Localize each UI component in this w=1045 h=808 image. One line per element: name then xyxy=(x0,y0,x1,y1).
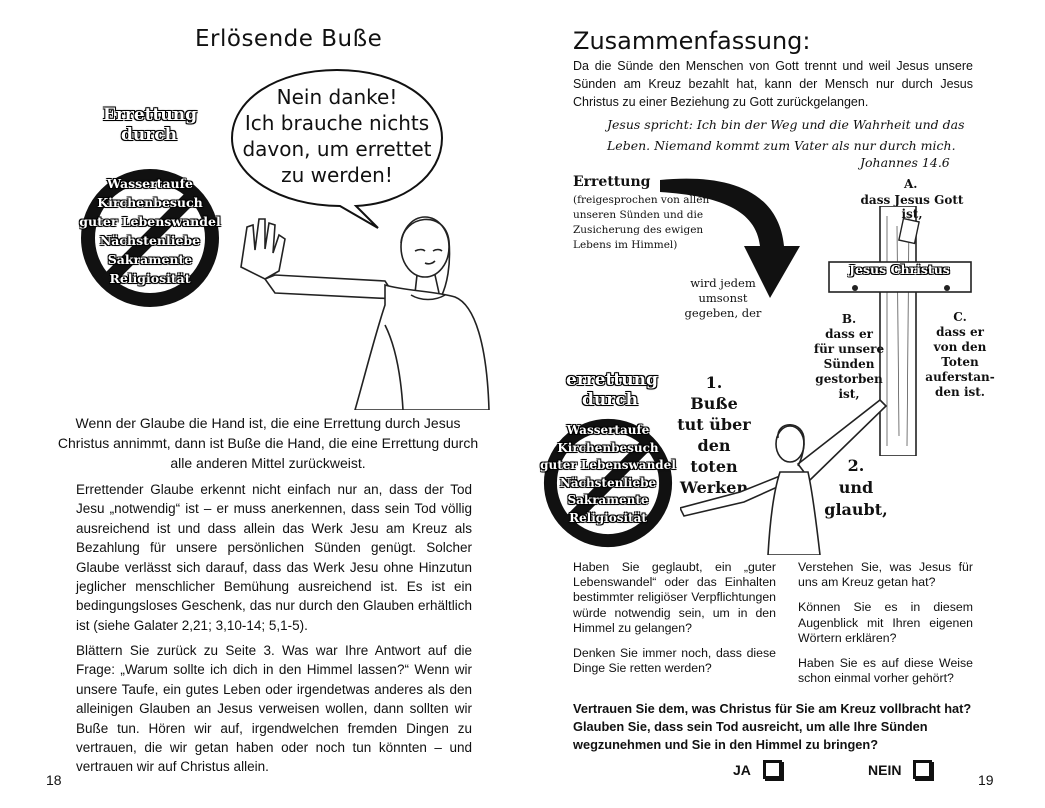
left-page-title: Erlösende Buße xyxy=(195,26,383,52)
step-two-line: und xyxy=(838,478,874,497)
point-b-line: gestorben xyxy=(815,372,883,386)
speech-line: davon, um errettet xyxy=(242,137,432,161)
questions-right-column xyxy=(798,560,973,696)
point-c-line: auferstan- xyxy=(925,370,995,384)
speech-text xyxy=(228,84,446,188)
final-question: Vertrauen Sie dem, was Christus für Sie am Kreuz vollbracht hat? Glauben Sie, dass sein Tod ausreicht, um alle Ihre Sünden wegzunehmen und Sie in den Himmel zu bringen? xyxy=(573,701,972,752)
step-two xyxy=(818,455,894,521)
rescue-item: Wassertaufe xyxy=(107,176,193,191)
no-checkbox[interactable] xyxy=(913,760,932,779)
question-text: Haben Sie geglaubt, ein „guter Lebenswandel“ oder das Einhalten bestimmter religiöser Verpflichtungen würde notwendig sein, um in den Himmel zu gelangen? xyxy=(573,560,776,635)
speech-line: Nein danke! xyxy=(276,85,398,109)
bible-quote: Jesus spricht: Ich bin der Weg und die Wahrheit und das Leben. Niemand kommt zum Vater als nur durch mich. xyxy=(607,117,965,153)
point-b-line: Sünden xyxy=(823,357,875,371)
rescue-item: Religiosität xyxy=(569,510,647,525)
question-text: Denken Sie immer noch, dass diese Dinge Sie retten werden? xyxy=(573,646,776,676)
rescue-item: guter Lebenswandel xyxy=(540,458,676,473)
step-one-line: 1. xyxy=(705,373,723,392)
rescue-item: Wassertaufe xyxy=(566,423,650,437)
right-page-title: Zusammenfassung: xyxy=(573,27,811,55)
quote-reference: Johannes 14.6 xyxy=(860,155,950,170)
prohibition-sign-right xyxy=(540,418,676,548)
rescue-heading-line: Errettung xyxy=(103,105,197,125)
body-paragraph-2: Blättern Sie zurück zu Seite 3. Was war Ihre Antwort auf die Frage: „Warum sollte ich dich in den Himmel lassen?“ Wenn wir unsere Taufe, ein gutes Leben oder irgendetwas anderes als den alleinigen Glauben an Jesus verweisen wollen, dann sollten wir Buße tun. Hören wir auf, irgendwelchen fremden Dingen zu vertrauen, die wir getan haben oder noch tun könnten – und vertrauen wir auf Christus allein. xyxy=(76,643,472,775)
point-a-text: dass Jesus Gott ist, xyxy=(860,193,964,221)
rescue-heading-line: durch xyxy=(582,390,638,410)
rescue-item: Sakramente xyxy=(567,493,649,508)
prohibition-sign-left xyxy=(80,168,220,308)
rescue-item: Sakramente xyxy=(107,252,193,267)
woman-refusing-drawing xyxy=(235,205,495,410)
no-option[interactable] xyxy=(868,760,932,779)
step-one-line: tut über xyxy=(677,415,751,434)
point-c-line: den ist. xyxy=(935,385,985,399)
point-b-line: ist, xyxy=(838,387,860,401)
questions-left-column xyxy=(573,560,776,686)
intro-paragraph: Da die Sünde den Menschen von Gott trennt und weil Jesus unsere Sünden am Kreuz bezahlt hat, kann der Mensch nur durch Jesus Christus zu einer Beziehung zu Gott zurückgelangen. xyxy=(573,59,973,109)
point-c-line: C. xyxy=(953,310,967,324)
step-two-line: 2. xyxy=(847,456,865,475)
point-b-line: B. xyxy=(841,312,857,326)
rescue-heading-line: errettung xyxy=(566,370,658,390)
rescue-heading-left xyxy=(103,105,195,145)
rescue-item: Religiosität xyxy=(109,271,191,286)
no-label: NEIN xyxy=(868,761,902,778)
errettung-title: Errettung xyxy=(573,174,651,190)
rescue-heading-line: durch xyxy=(121,125,177,145)
point-a-letter: A. xyxy=(904,177,918,191)
errettung-description: (freigesprochen von allen unseren Sünden und die Zusicherung des ewigen Lebens im Himmel) xyxy=(573,194,710,251)
point-c xyxy=(920,310,1000,400)
rescue-item: Nächstenliebe xyxy=(99,233,201,248)
step-two-line: glaubt, xyxy=(824,500,888,519)
page-number-left: 18 xyxy=(46,772,62,788)
rescue-list-right xyxy=(529,422,687,528)
rescue-item: Kirchenbesuch xyxy=(97,195,203,210)
point-c-line: Toten xyxy=(941,355,979,369)
given-text: wird jedem umsonst gegeben, der xyxy=(684,276,762,320)
step-one-line: Werken xyxy=(679,478,749,497)
question-text: Verstehen Sie, was Jesus für uns am Kreuz getan hat? xyxy=(798,560,973,590)
yes-option[interactable] xyxy=(733,760,782,779)
rescue-item: Nächstenliebe xyxy=(559,475,657,490)
body-paragraph-1: Errettender Glaube erkennt nicht einfach nur an, dass der Tod Jesu „notwendig“ ist – er muss anerkennen, dass sein Tod völlig ausreichend ist und dass allein das Werk Jesu am Kreuz als Bezahlung für unsere persönlichen Sünden genügt. Solcher Glaube verlässt sich darauf, dass das Werk Jesu ohne Hinzutun jeglicher menschlicher Bemühung ausreichend ist. Es ist ein bedingungsloses Geschenk, das nur durch den Glauben erhältlich ist (siehe Galater 2,21; 3,10-14; 5,1-5). xyxy=(76,482,472,633)
rescue-list-left xyxy=(70,174,230,288)
page-number-right: 19 xyxy=(978,772,994,788)
yes-label: JA xyxy=(733,761,751,778)
rescue-item: Kirchenbesuch xyxy=(557,440,659,455)
cross-label: Jesus Christus xyxy=(849,262,950,277)
rescue-heading-right xyxy=(566,370,658,410)
point-b-line: für unsere xyxy=(813,342,885,356)
step-one-line: den toten xyxy=(690,436,738,476)
woman-refusing-illustration xyxy=(235,205,495,410)
question-text: Haben Sie es auf diese Weise schon einmal vorher gehört? xyxy=(798,656,973,686)
question-text: Können Sie es in diesem Augenblick mit Ihren eigenen Wörtern erklären? xyxy=(798,600,973,645)
point-c-line: dass er xyxy=(936,325,984,339)
yes-checkbox[interactable] xyxy=(763,760,782,779)
speech-line: zu werden! xyxy=(281,163,393,187)
point-b-line: dass er xyxy=(825,327,873,341)
point-c-line: von den xyxy=(933,340,987,354)
speech-line: Ich brauche nichts xyxy=(244,111,430,135)
step-one-line: Buße xyxy=(690,394,738,413)
lead-paragraph: Wenn der Glaube die Hand ist, die eine Errettung durch Jesus Christus annimmt, dann ist Buße die Hand, die eine Errettung durch alle anderen Mittel zurückweist. xyxy=(57,415,479,471)
rescue-item: guter Lebenswandel xyxy=(79,214,221,229)
